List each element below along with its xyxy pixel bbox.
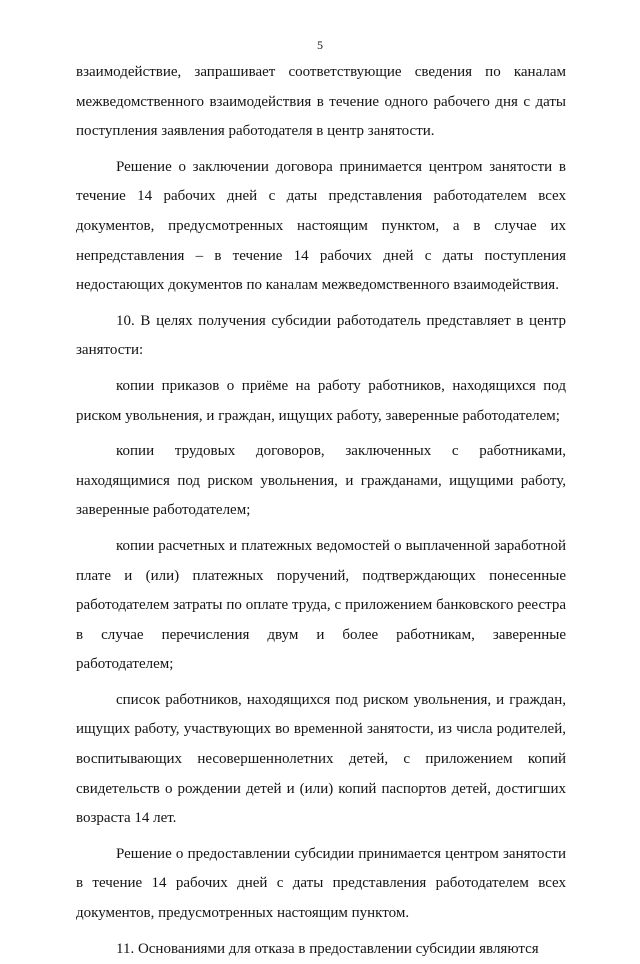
paragraph-contract-decision: Решение о заключении договора принимается центром занятости в течение 14 рабочих дней с даты представления работодателем всех документов, предусмотренных настоящим пунктом, а в случае их непредставления – в течение 14 рабочих дней с даты поступления недостающих документов по каналам межведомственного взаимодействия.	[76, 158, 566, 294]
list-item-contracts: копии трудовых договоров, заключенных с работниками, находящимися под риском увольнения, и гражданами, ищущими работу, заверенные работодателем;	[76, 443, 566, 519]
list-item-orders: копии приказов о приёме на работу работников, находящихся под риском увольнения, и граждан, ищущих работу, заверенные работодателем;	[76, 377, 566, 424]
list-item-payroll: копии расчетных и платежных ведомостей о выплаченной заработной плате и (или) платежных поручений, подтверждающих понесенные работодателем затраты по оплате труда, с приложением банковского реестра в случае перечисления двум и более работникам, заверенные работодателем;	[76, 537, 566, 673]
paragraph-subsidy-decision: Решение о предоставлении субсидии принимается центром занятости в течение 14 рабочих дней с даты представления работодателем всех документов, предусмотренных настоящим пунктом.	[76, 845, 566, 922]
list-item-employee-list: список работников, находящихся под риском увольнения, и граждан, ищущих работу, участвующих во временной занятости, из числа родителей, воспитывающих несовершеннолетних детей, с приложением копий свидетельств о рождении детей и (или) копий паспортов детей, достигших возраста 14 лет.	[76, 691, 566, 827]
page-number: 5	[317, 38, 323, 52]
paragraph-continuation: взаимодействие, запрашивает соответствующие сведения по каналам межведомственного взаимодействия в течение одного рабочего дня с даты поступления заявления работодателя в центр занятости.	[76, 64, 566, 140]
paragraph-clause-11: 11. Основаниями для отказа в предоставлении субсидии являются	[116, 940, 539, 957]
document-body	[76, 58, 566, 964]
paragraph-clause-10: 10. В целях получения субсидии работодатель представляет в центр занятости:	[76, 312, 566, 359]
